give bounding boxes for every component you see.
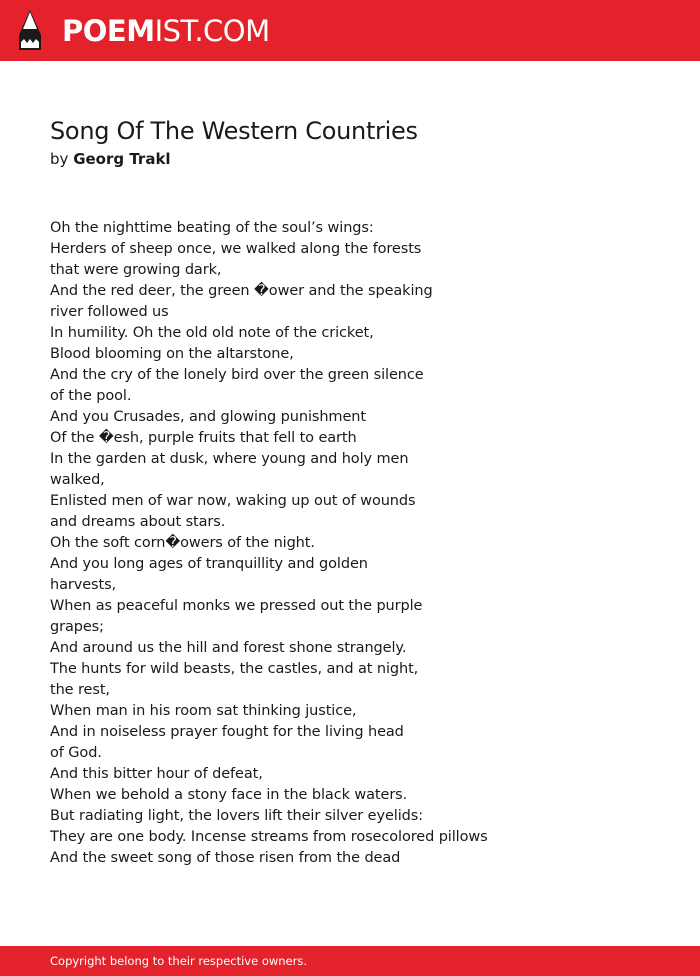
site-footer [0,946,700,976]
copyright-text: Copyright belong to their respective owners. [50,954,308,968]
poem-line: of the pool. [50,388,132,404]
poem-body [50,218,650,869]
poem-line: And the red deer, the green �ower and the speaking [50,283,433,299]
site-header [0,0,700,61]
poem-title: Song Of The Western Countries [50,117,418,145]
poem-line: Oh the soft corn�owers of the night. [50,535,315,551]
logo-light-text: IST.COM [154,14,270,48]
poem-line: grapes; [50,619,104,635]
logo-bold-text: POEM [62,14,155,48]
poem-line: Enlisted men of war now, waking up out of wounds [50,493,416,509]
poem-line: When we behold a stony face in the black waters. [50,787,408,803]
poem-line: And in noiseless prayer fought for the living head [50,724,404,740]
poem-line: that were growing dark, [50,262,222,278]
poem-line: And around us the hill and forest shone strangely. [50,640,407,656]
poem-line: Herders of sheep once, we walked along the forests [50,241,422,257]
poem-line: and dreams about stars. [50,514,226,530]
poem-line: The hunts for wild beasts, the castles, and at night, [50,661,419,677]
poem-line: Of the �esh, purple fruits that fell to earth [50,430,357,446]
poem-author: Georg Trakl [73,150,171,168]
poem-byline [50,148,171,170]
poem-line: the rest, [50,682,110,698]
poem-line: When man in his room sat thinking justice, [50,703,357,719]
poem-line: And the cry of the lonely bird over the green silence [50,367,424,383]
poem-line: In the garden at dusk, where young and holy men [50,451,409,467]
poem-line: Oh the nighttime beating of the soul’s wings: [50,220,374,236]
site-logo[interactable] [62,13,270,49]
poem-line: And you Crusades, and glowing punishment [50,409,366,425]
poem-line: And you long ages of tranquillity and golden [50,556,368,572]
poem-line: walked, [50,472,105,488]
poem-line: Blood blooming on the altarstone, [50,346,294,362]
poem-line: They are one body. Incense streams from rosecolored pillows [50,829,488,845]
poem-line: harvests, [50,577,117,593]
poem-line: And this bitter hour of defeat, [50,766,263,782]
poem-line: In humility. Oh the old old note of the cricket, [50,325,374,341]
poem-line: of God. [50,745,102,761]
poem-line: river followed us [50,304,169,320]
poem-line: When as peaceful monks we pressed out the purple [50,598,423,614]
poem-line: And the sweet song of those risen from the dead [50,850,401,866]
poem-line: But radiating light, the lovers lift their silver eyelids: [50,808,424,824]
by-label: by [50,150,69,168]
pencil-tip-icon[interactable] [17,9,43,51]
